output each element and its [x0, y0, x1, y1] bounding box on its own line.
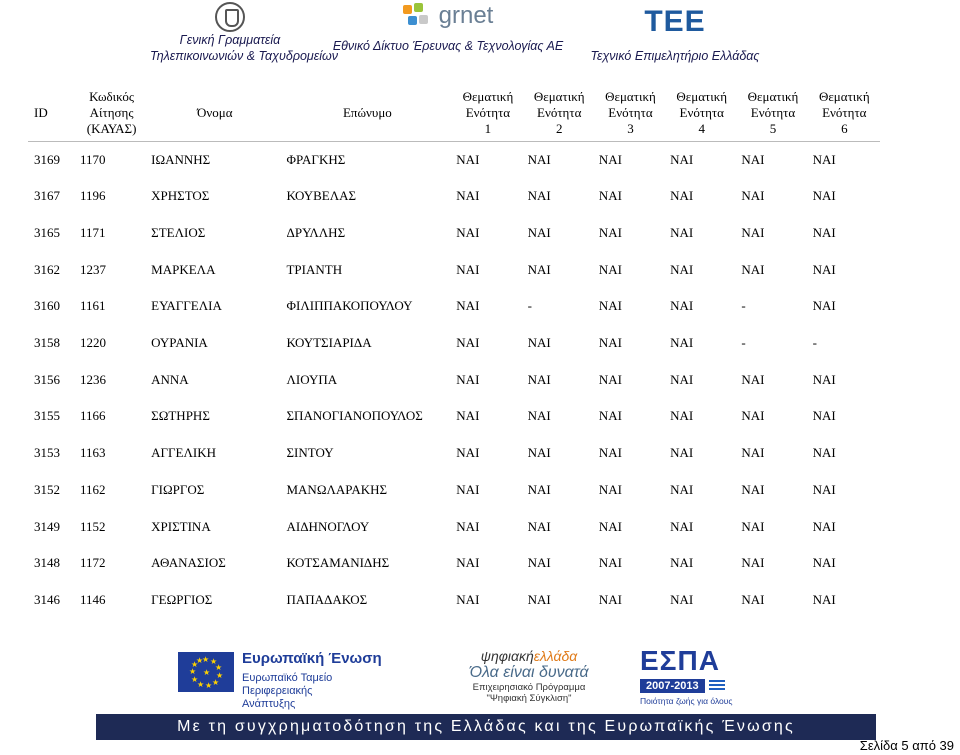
cell-unit-5: ΝΑΙ [741, 555, 765, 571]
cell-unit-5: ΝΑΙ [741, 481, 765, 497]
cell-unit-4: ΝΑΙ [670, 481, 694, 497]
cell-unit-2: ΝΑΙ [527, 261, 551, 277]
col-header-unit-4: Θεματική Ενότητα 4 [666, 85, 737, 142]
cell-unit-2: ΝΑΙ [527, 555, 551, 571]
col-header-unit-6: Θεματική Ενότητα 6 [809, 85, 880, 142]
cell-unit-1: ΝΑΙ [456, 591, 480, 607]
table-row [28, 472, 880, 509]
greek-flag-icon [709, 680, 725, 690]
cell-unit-2: ΝΑΙ [527, 152, 551, 167]
table-row [28, 398, 880, 435]
cell-unit-4: ΝΑΙ [670, 225, 694, 241]
cell-unit-1: ΝΑΙ [456, 518, 480, 534]
results-table [28, 85, 880, 618]
cell-unit-1: ΝΑΙ [456, 445, 480, 461]
cell-surname: ΜΑΝΩΛΑΡΑΚΗΣ [286, 481, 388, 497]
cell-application-code: 1161 [80, 298, 106, 314]
cell-unit-3: ΝΑΙ [598, 371, 622, 387]
cell-first-name: ΑΘΑΝΑΣΙΟΣ [151, 555, 226, 571]
cell-unit-5: ΝΑΙ [741, 371, 765, 387]
page-header [0, 0, 960, 72]
cell-unit-2: ΝΑΙ [527, 335, 551, 351]
cell-unit-5: ΝΑΙ [741, 261, 765, 277]
cell-first-name: ΣΤΕΛΙΟΣ [151, 225, 206, 241]
table-row [28, 215, 880, 252]
col-header-unit-1: Θεματική Ενότητα 1 [452, 85, 523, 142]
cell-unit-2: ΝΑΙ [527, 591, 551, 607]
digital-greece-subtitle: Επιχειρησιακό Πρόγραμμα "Ψηφιακή Σύγκλιση" [472, 682, 586, 704]
cell-unit-1: ΝΑΙ [456, 371, 480, 387]
table-row [28, 178, 880, 215]
cell-unit-2: ΝΑΙ [527, 481, 551, 497]
grnet-mark-icon [403, 3, 433, 29]
cell-unit-5: ΝΑΙ [741, 188, 765, 204]
cell-id: 3165 [34, 225, 60, 241]
table-row [28, 251, 880, 288]
cell-unit-5: ΝΑΙ [741, 225, 765, 241]
cell-first-name: ΕΥΑΓΓΕΛΙΑ [151, 298, 222, 314]
cell-unit-4: ΝΑΙ [670, 591, 694, 607]
cell-unit-3: ΝΑΙ [598, 188, 622, 204]
espa-wordmark: ΕΣΠΑ [640, 645, 720, 676]
cell-surname: ΚΟΤΣΑΜΑΝΙΔΗΣ [286, 555, 390, 571]
cell-surname: ΦΙΛΙΠΠΑΚΟΠΟΥΛΟΥ [286, 298, 413, 314]
eu-subtitle: Ευρωπαϊκό Ταμείο Περιφερειακής Ανάπτυξης [242, 672, 333, 710]
table-row [28, 582, 880, 619]
cell-id: 3158 [34, 335, 60, 351]
cell-unit-2: ΝΑΙ [527, 518, 551, 534]
cell-surname: ΔΡΥΛΛΗΣ [286, 225, 346, 241]
espa-slogan: Ποιότητα ζωής για όλους [640, 696, 733, 706]
cell-application-code: 1172 [80, 555, 106, 571]
logo-eu-erdf [178, 650, 398, 710]
logo-espa [640, 646, 740, 706]
cell-first-name: ΙΩΑΝΝΗΣ [151, 152, 211, 167]
cell-application-code: 1237 [80, 261, 107, 277]
cell-unit-1: ΝΑΙ [456, 298, 480, 314]
tee-wordmark: ΤΕΕ [644, 5, 706, 38]
col-header-unit-2: Θεματική Ενότητα 2 [524, 85, 595, 142]
cell-unit-6: ΝΑΙ [812, 225, 836, 241]
col-header-id: ID [28, 85, 76, 142]
cell-application-code: 1236 [80, 371, 107, 387]
col-header-unit-5: Θεματική Ενότητα 5 [737, 85, 808, 142]
cell-unit-6: ΝΑΙ [812, 555, 836, 571]
cell-id: 3162 [34, 261, 60, 277]
cell-unit-2: ΝΑΙ [527, 188, 551, 204]
cell-unit-1: ΝΑΙ [456, 408, 480, 424]
cell-unit-2: ΝΑΙ [527, 445, 551, 461]
cell-unit-1: ΝΑΙ [456, 261, 480, 277]
col-header-application-code: Κωδικός Αίτησης (ΚΑΥΑΣ) [76, 85, 147, 142]
cell-surname: ΚΟΥΒΕΛΑΣ [286, 188, 357, 204]
cell-unit-3: ΝΑΙ [598, 591, 622, 607]
cell-unit-5: - [741, 335, 746, 351]
cell-id: 3152 [34, 481, 60, 497]
cell-unit-6: - [812, 335, 817, 351]
col-header-unit-3: Θεματική Ενότητα 3 [595, 85, 666, 142]
cell-surname: ΠΑΠΑΔΑΚΟΣ [286, 591, 368, 607]
table-row [28, 545, 880, 582]
cell-first-name: ΧΡΙΣΤΙΝΑ [151, 518, 211, 534]
page-footer [0, 640, 960, 755]
cell-surname: ΣΠΑΝΟΓΙΑΝΟΠΟΥΛΟΣ [286, 408, 423, 424]
cell-application-code: 1166 [80, 408, 106, 424]
cell-id: 3169 [34, 152, 60, 167]
digital-greece-motto: Όλα είναι δυνατά [469, 664, 589, 681]
cell-id: 3153 [34, 445, 60, 461]
cell-unit-3: ΝΑΙ [598, 481, 622, 497]
eu-flag-icon: ★ ★ ★ ★ ★ ★ ★ ★ ★ ★ ★ ★ [178, 652, 234, 692]
cell-unit-1: ΝΑΙ [456, 152, 480, 167]
cell-surname: ΑΙΔΗΝΟΓΛΟΥ [286, 518, 370, 534]
logo-caption: Τεχνικό Επιμελητήριο Ελλάδας [590, 49, 760, 63]
cell-unit-3: ΝΑΙ [598, 225, 622, 241]
cell-unit-3: ΝΑΙ [598, 445, 622, 461]
cell-unit-4: ΝΑΙ [670, 555, 694, 571]
cell-unit-4: ΝΑΙ [670, 445, 694, 461]
cell-unit-6: ΝΑΙ [812, 298, 836, 314]
cell-application-code: 1170 [80, 152, 106, 167]
cell-unit-5: ΝΑΙ [741, 445, 765, 461]
cell-unit-3: ΝΑΙ [598, 555, 622, 571]
logo-caption: Εθνικό Δίκτυο Έρευνας & Τεχνολογίας ΑΕ [332, 39, 564, 53]
cell-unit-6: ΝΑΙ [812, 408, 836, 424]
cell-unit-4: ΝΑΙ [670, 152, 694, 167]
cell-unit-5: ΝΑΙ [741, 518, 765, 534]
cell-unit-1: ΝΑΙ [456, 555, 480, 571]
table-row [28, 325, 880, 362]
cell-unit-2: ΝΑΙ [527, 225, 551, 241]
cell-id: 3155 [34, 408, 60, 424]
cell-first-name: ΓΙΩΡΓΟΣ [151, 481, 205, 497]
cell-unit-6: ΝΑΙ [812, 445, 836, 461]
cell-unit-1: ΝΑΙ [456, 188, 480, 204]
cell-unit-2: ΝΑΙ [527, 408, 551, 424]
logo-general-secretariat [150, 2, 339, 64]
cell-unit-2: ΝΑΙ [527, 371, 551, 387]
logo-tee [580, 2, 770, 64]
eu-title: Ευρωπαϊκή Ένωση [242, 650, 382, 667]
cell-unit-6: ΝΑΙ [812, 481, 836, 497]
cell-unit-5: ΝΑΙ [741, 408, 765, 424]
cell-surname: ΚΟΥΤΣΙΑΡΙΔΑ [286, 335, 372, 351]
cell-id: 3167 [34, 188, 60, 204]
cell-unit-5: ΝΑΙ [741, 152, 765, 167]
cell-id: 3146 [34, 591, 60, 607]
cell-application-code: 1220 [80, 335, 107, 351]
cell-id: 3149 [34, 518, 60, 534]
table-row [28, 435, 880, 472]
table-row [28, 288, 880, 325]
cell-unit-1: ΝΑΙ [456, 481, 480, 497]
cell-unit-5: ΝΑΙ [741, 591, 765, 607]
table-header-row [28, 85, 880, 142]
cell-first-name: ΧΡΗΣΤΟΣ [151, 188, 210, 204]
cell-unit-3: ΝΑΙ [598, 298, 622, 314]
cell-unit-1: ΝΑΙ [456, 335, 480, 351]
cell-unit-5: - [741, 298, 746, 314]
cell-unit-4: ΝΑΙ [670, 188, 694, 204]
cell-unit-6: ΝΑΙ [812, 188, 836, 204]
cell-surname: ΛΙΟΥΠΑ [286, 371, 338, 387]
cell-application-code: 1163 [80, 445, 106, 461]
cell-unit-4: ΝΑΙ [670, 335, 694, 351]
cell-unit-1: ΝΑΙ [456, 225, 480, 241]
cell-id: 3156 [34, 371, 60, 387]
cell-application-code: 1146 [80, 591, 106, 607]
cell-id: 3160 [34, 298, 60, 314]
page-number: Σελίδα 5 από 39 [859, 738, 954, 753]
cell-unit-3: ΝΑΙ [598, 261, 622, 277]
table-row [28, 361, 880, 398]
cell-surname: ΤΡΙΑΝΤΗ [286, 261, 343, 277]
cell-first-name: ΣΩΤΗΡΗΣ [151, 408, 210, 424]
logo-caption-line2: Τηλεπικοινωνιών & Ταχυδρομείων [150, 49, 339, 63]
logo-caption-line1: Γενική Γραμματεία [179, 33, 281, 47]
cell-unit-4: ΝΑΙ [670, 518, 694, 534]
cell-unit-3: ΝΑΙ [598, 152, 622, 167]
cell-first-name: ΟΥΡΑΝΙΑ [151, 335, 208, 351]
cell-application-code: 1162 [80, 481, 106, 497]
espa-years: 2007-2013 [640, 679, 705, 693]
cell-application-code: 1152 [80, 518, 106, 534]
table-row [28, 142, 880, 179]
cell-unit-3: ΝΑΙ [598, 408, 622, 424]
table-row [28, 508, 880, 545]
greek-emblem-icon [215, 2, 245, 32]
digital-greece-title: ψηφιακήελλάδα [480, 648, 578, 664]
cell-first-name: ΑΝΝΑ [151, 371, 189, 387]
col-header-first-name: Όνομα [147, 85, 282, 142]
cell-unit-6: ΝΑΙ [812, 261, 836, 277]
cell-unit-6: ΝΑΙ [812, 591, 836, 607]
cell-unit-4: ΝΑΙ [670, 371, 694, 387]
cell-unit-3: ΝΑΙ [598, 518, 622, 534]
cell-unit-6: ΝΑΙ [812, 152, 836, 167]
cofunding-banner: Με τη συγχρηματοδότηση της Ελλάδας και της Ευρωπαϊκής Ένωσης [96, 714, 876, 740]
cell-unit-6: ΝΑΙ [812, 371, 836, 387]
cell-application-code: 1196 [80, 188, 106, 204]
table-body [28, 142, 880, 619]
cell-application-code: 1171 [80, 225, 106, 241]
cell-unit-3: ΝΑΙ [598, 335, 622, 351]
cell-surname: ΣΙΝΤΟΥ [286, 445, 334, 461]
cell-first-name: ΑΓΓΕΛΙΚΗ [151, 445, 217, 461]
cell-unit-4: ΝΑΙ [670, 298, 694, 314]
cell-first-name: ΜΑΡΚΕΛΑ [151, 261, 216, 277]
col-header-surname: Επώνυμο [282, 85, 452, 142]
logo-digital-greece [454, 648, 604, 704]
cell-unit-2: - [527, 298, 532, 314]
cell-unit-4: ΝΑΙ [670, 408, 694, 424]
logo-grnet [318, 2, 578, 54]
cell-unit-6: ΝΑΙ [812, 518, 836, 534]
cell-unit-4: ΝΑΙ [670, 261, 694, 277]
grnet-wordmark: grnet [438, 2, 494, 29]
cell-first-name: ΓΕΩΡΓΙΟΣ [151, 591, 213, 607]
cell-id: 3148 [34, 555, 60, 571]
cell-surname: ΦΡΑΓΚΗΣ [286, 152, 346, 167]
